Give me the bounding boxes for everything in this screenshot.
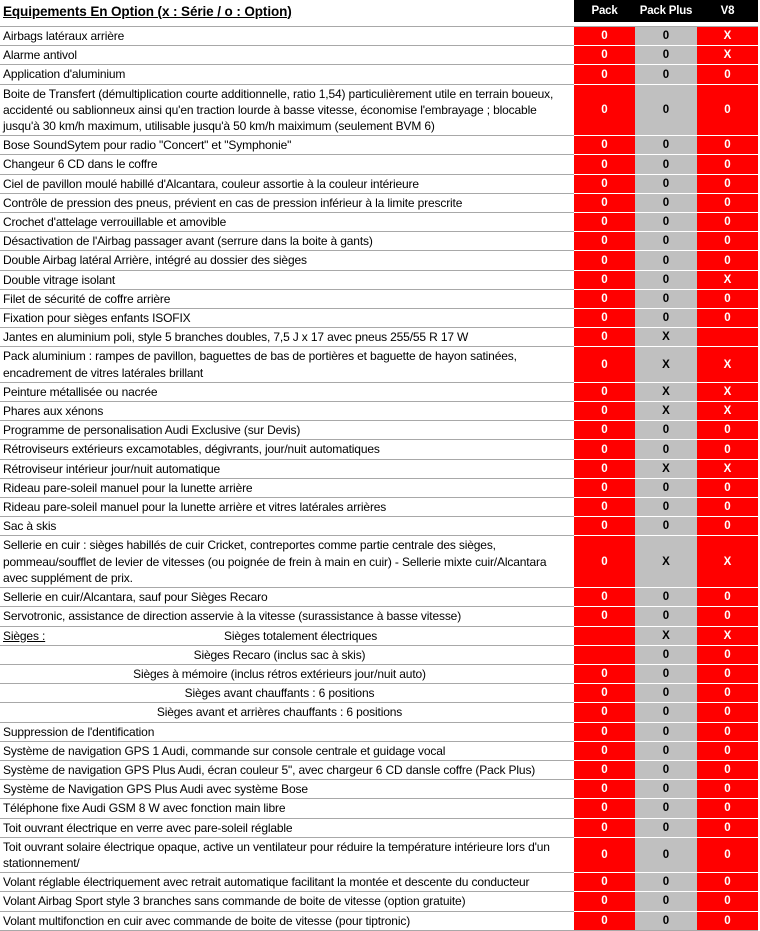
mark-cell-v8: 0 (697, 65, 758, 84)
mark-cell-pack-plus: 0 (635, 440, 697, 459)
mark-cell-v8: 0 (697, 741, 758, 760)
mark-cell-pack-plus: 0 (635, 760, 697, 779)
mark-cell-pack: 0 (574, 703, 635, 722)
mark-cell-pack: 0 (574, 873, 635, 892)
mark-cell-v8: 0 (697, 664, 758, 683)
mark-cell-pack-plus: 0 (635, 84, 697, 136)
row-label-cell (0, 478, 574, 497)
row-label-cell (0, 174, 574, 193)
mark-cell-v8: 0 (697, 588, 758, 607)
mark-cell-pack-plus: X (635, 626, 697, 645)
mark-cell-pack: 0 (574, 780, 635, 799)
mark-cell-pack-plus: 0 (635, 664, 697, 683)
mark-cell-v8: 0 (697, 703, 758, 722)
row-label-cell (0, 232, 574, 251)
mark-cell-v8: 0 (697, 607, 758, 626)
mark-cell-v8: 0 (697, 837, 758, 872)
mark-cell-pack-plus: 0 (635, 289, 697, 308)
row-label-text: Alarme antivol (3, 48, 77, 63)
row-label-cell (0, 703, 574, 722)
row-label-cell (0, 309, 574, 328)
column-header-pack: Pack (574, 0, 635, 22)
mark-cell-pack: 0 (574, 440, 635, 459)
mark-cell-v8: X (697, 402, 758, 421)
mark-cell-v8 (697, 328, 758, 347)
row-label-cell (0, 799, 574, 818)
row-label-text: Changeur 6 CD dans le coffre (3, 157, 158, 172)
table-row (0, 136, 758, 155)
row-label-text: Téléphone fixe Audi GSM 8 W avec fonction main libre (3, 801, 286, 816)
table-row (0, 65, 758, 84)
mark-cell-v8: 0 (697, 174, 758, 193)
row-label-text: Peinture métallisée ou nacrée (3, 384, 158, 399)
table-body (0, 22, 758, 930)
row-label-cell (0, 873, 574, 892)
row-label-cell (0, 270, 574, 289)
mark-cell-pack: 0 (574, 498, 635, 517)
row-label-text: Sièges avant et arrières chauffants : 6 positions (156, 705, 403, 720)
table-row (0, 536, 758, 588)
mark-cell-pack: 0 (574, 517, 635, 536)
mark-cell-pack-plus: 0 (635, 837, 697, 872)
row-label-cell (0, 155, 574, 174)
mark-cell-v8: X (697, 459, 758, 478)
mark-cell-v8: X (697, 536, 758, 588)
page-title (0, 0, 574, 22)
mark-cell-pack-plus: 0 (635, 722, 697, 741)
table-row (0, 911, 758, 930)
column-header-pack-plus: Pack Plus (635, 0, 697, 22)
mark-cell-v8: 0 (697, 799, 758, 818)
table-row (0, 873, 758, 892)
mark-cell-pack: 0 (574, 459, 635, 478)
row-label-cell (0, 837, 574, 872)
mark-cell-v8: 0 (697, 155, 758, 174)
table-row (0, 837, 758, 872)
row-label-cell (0, 136, 574, 155)
mark-cell-pack: 0 (574, 741, 635, 760)
mark-cell-pack-plus: 0 (635, 213, 697, 232)
row-label-cell (0, 213, 574, 232)
row-label-text: Sièges totalement électriques (224, 628, 378, 643)
mark-cell-pack-plus: X (635, 347, 697, 382)
mark-cell-pack-plus: 0 (635, 517, 697, 536)
mark-cell-pack-plus: 0 (635, 607, 697, 626)
mark-cell-pack: 0 (574, 382, 635, 401)
mark-cell-pack-plus: 0 (635, 498, 697, 517)
table-row (0, 382, 758, 401)
mark-cell-pack-plus: 0 (635, 193, 697, 212)
mark-cell-v8: 0 (697, 289, 758, 308)
mark-cell-pack-plus: 0 (635, 799, 697, 818)
row-label-text: Boite de Transfert (démultiplication courte additionnelle, ratio 1,54) particulièrement utile en terrain boueux, accidenté ou sablionneux ainsi qu'en traction lourde à basse vitesse, économise l'embrayage ; blocable jusqu'à 30 km/h maximum, utilisable jusqu'à 50 km/h maiximum (seulement BVM 6) (3, 86, 554, 134)
table-row (0, 328, 758, 347)
mark-cell-pack: 0 (574, 193, 635, 212)
mark-cell-pack: 0 (574, 722, 635, 741)
mark-cell-pack: 0 (574, 536, 635, 588)
mark-cell-pack: 0 (574, 65, 635, 84)
row-label-cell (0, 27, 574, 46)
mark-cell-v8: 0 (697, 818, 758, 837)
row-label-cell (0, 626, 574, 645)
mark-cell-pack-plus: 0 (635, 588, 697, 607)
row-label-text: Rideau pare-soleil manuel pour la lunette arrière et vitres latérales arrières (3, 500, 387, 515)
mark-cell-v8: 0 (697, 84, 758, 136)
mark-cell-pack: 0 (574, 664, 635, 683)
mark-cell-pack-plus: 0 (635, 892, 697, 911)
table-row (0, 251, 758, 270)
mark-cell-pack: 0 (574, 251, 635, 270)
row-label-text: Crochet d'attelage verrouillable et amovible (3, 215, 227, 230)
mark-cell-pack: 0 (574, 270, 635, 289)
row-label-cell (0, 459, 574, 478)
mark-cell-pack: 0 (574, 27, 635, 46)
page-title-text: Equipements En Option (x : Série / o : Option) (3, 3, 292, 19)
mark-cell-v8: 0 (697, 873, 758, 892)
mark-cell-v8: 0 (697, 517, 758, 536)
row-label-cell (0, 911, 574, 930)
mark-cell-pack: 0 (574, 309, 635, 328)
table-row (0, 722, 758, 741)
table-row (0, 588, 758, 607)
mark-cell-v8: 0 (697, 136, 758, 155)
mark-cell-pack-plus: X (635, 536, 697, 588)
mark-cell-pack: 0 (574, 799, 635, 818)
row-label-text: Double Airbag latéral Arrière, intégré au dossier des sièges (3, 253, 307, 268)
mark-cell-v8: X (697, 626, 758, 645)
mark-cell-pack: 0 (574, 232, 635, 251)
table-row (0, 760, 758, 779)
row-label-text: Sellerie en cuir/Alcantara, sauf pour Sièges Recaro (3, 590, 268, 605)
mark-cell-pack-plus: 0 (635, 251, 697, 270)
mark-cell-pack: 0 (574, 155, 635, 174)
table-row (0, 309, 758, 328)
mark-cell-pack-plus: 0 (635, 270, 697, 289)
table-row (0, 459, 758, 478)
table-row (0, 498, 758, 517)
table-row (0, 232, 758, 251)
mark-cell-v8: X (697, 382, 758, 401)
table-row (0, 892, 758, 911)
mark-cell-pack-plus: 0 (635, 27, 697, 46)
row-label-text: Rétroviseur intérieur jour/nuit automatique (3, 461, 220, 476)
row-label-cell (0, 588, 574, 607)
row-label-cell (0, 645, 574, 664)
table-row (0, 270, 758, 289)
row-label-cell (0, 65, 574, 84)
mark-cell-pack: 0 (574, 684, 635, 703)
mark-cell-v8: 0 (697, 722, 758, 741)
row-label-text: Double vitrage isolant (3, 272, 116, 287)
row-label-text: Sac à skis (3, 519, 57, 534)
row-label-text: Bose SoundSytem pour radio "Concert" et "Symphonie" (3, 138, 292, 153)
row-label-cell (0, 402, 574, 421)
table-row (0, 289, 758, 308)
row-label-text: Volant réglable électriquement avec retrait automatique facilitant la montée et descente du conducteur (3, 875, 530, 890)
mark-cell-pack: 0 (574, 136, 635, 155)
mark-cell-pack-plus: 0 (635, 155, 697, 174)
row-label-cell (0, 328, 574, 347)
mark-cell-pack-plus: 0 (635, 174, 697, 193)
row-label-text: Rétroviseurs extérieurs excamotables, dégivrants, jour/nuit automatiques (3, 442, 380, 457)
mark-cell-v8: 0 (697, 645, 758, 664)
table-row (0, 193, 758, 212)
mark-cell-pack-plus: X (635, 459, 697, 478)
row-label-cell (0, 440, 574, 459)
mark-cell-pack: 0 (574, 46, 635, 65)
row-label-cell (0, 498, 574, 517)
row-label-cell (0, 818, 574, 837)
row-label-cell (0, 421, 574, 440)
mark-cell-v8: 0 (697, 911, 758, 930)
table-row (0, 478, 758, 497)
mark-cell-pack-plus: 0 (635, 421, 697, 440)
mark-cell-pack: 0 (574, 478, 635, 497)
row-group-label: Sièges : (3, 628, 46, 643)
mark-cell-v8: 0 (697, 892, 758, 911)
mark-cell-pack-plus: X (635, 382, 697, 401)
mark-cell-pack: 0 (574, 588, 635, 607)
mark-cell-pack: 0 (574, 289, 635, 308)
column-header-v8: V8 (697, 0, 758, 22)
mark-cell-pack (574, 626, 635, 645)
mark-cell-pack-plus: X (635, 402, 697, 421)
mark-cell-pack-plus: 0 (635, 684, 697, 703)
mark-cell-pack-plus: 0 (635, 911, 697, 930)
row-label-cell (0, 251, 574, 270)
table-row (0, 607, 758, 626)
row-label-cell (0, 289, 574, 308)
mark-cell-v8: X (697, 27, 758, 46)
row-label-text: Phares aux xénons (3, 404, 104, 419)
row-label-cell (0, 382, 574, 401)
table-row (0, 440, 758, 459)
mark-cell-v8: 0 (697, 251, 758, 270)
mark-cell-pack-plus: X (635, 328, 697, 347)
row-label-text: Pack aluminium : rampes de pavillon, baguettes de bas de portières et baguette de hayon satinées, encadrement de vitres latérales brillant (3, 349, 517, 380)
header-row (0, 0, 758, 22)
table-row (0, 799, 758, 818)
row-label-cell (0, 684, 574, 703)
mark-cell-pack: 0 (574, 84, 635, 136)
mark-cell-v8: 0 (697, 780, 758, 799)
row-label-cell (0, 517, 574, 536)
row-label-cell (0, 664, 574, 683)
mark-cell-v8: X (697, 347, 758, 382)
row-label-text: Fixation pour sièges enfants ISOFIX (3, 311, 191, 326)
mark-cell-v8: 0 (697, 684, 758, 703)
mark-cell-v8: X (697, 46, 758, 65)
table-row (0, 213, 758, 232)
mark-cell-pack-plus: 0 (635, 46, 697, 65)
table-row (0, 645, 758, 664)
row-label-cell (0, 193, 574, 212)
mark-cell-pack: 0 (574, 421, 635, 440)
row-label-text: Filet de sécurité de coffre arrière (3, 291, 171, 306)
table-row (0, 27, 758, 46)
row-label-text: Volant multifonction en cuir avec commande de boite de vitesse (pour tiptronic) (3, 913, 411, 928)
mark-cell-pack: 0 (574, 213, 635, 232)
mark-cell-pack: 0 (574, 818, 635, 837)
mark-cell-pack: 0 (574, 174, 635, 193)
mark-cell-pack: 0 (574, 837, 635, 872)
row-label-text: Suppression de l'dentification (3, 724, 155, 739)
table-row (0, 174, 758, 193)
mark-cell-v8: 0 (697, 309, 758, 328)
mark-cell-pack-plus: 0 (635, 703, 697, 722)
row-label-text: Ciel de pavillon moulé habillé d'Alcantara, couleur assortie à la couleur intérieure (3, 176, 419, 191)
table-row (0, 664, 758, 683)
row-label-text: Système de Navigation GPS Plus Audi avec système Bose (3, 782, 308, 797)
mark-cell-pack-plus: 0 (635, 645, 697, 664)
mark-cell-pack-plus: 0 (635, 741, 697, 760)
mark-cell-pack-plus: 0 (635, 478, 697, 497)
table-row (0, 703, 758, 722)
row-label-cell (0, 347, 574, 382)
row-label-text: Sièges Recaro (inclus sac à skis) (193, 647, 366, 662)
mark-cell-v8: 0 (697, 478, 758, 497)
row-label-text: Sellerie en cuir : sièges habillés de cuir Cricket, contreportes comme partie centrale des sièges, pommeau/soufflet de levier de vitesses (ou poignée de frein à main en cuir) - Sellerie mixte cuir/Alcantara avec supplément de prix. (3, 538, 547, 585)
mark-cell-pack-plus: 0 (635, 65, 697, 84)
mark-cell-pack: 0 (574, 760, 635, 779)
mark-cell-pack-plus: 0 (635, 873, 697, 892)
row-label-cell (0, 722, 574, 741)
row-label-text: Servotronic, assistance de direction asservie à la vitesse (surassistance à basse vitesse) (3, 609, 462, 624)
mark-cell-pack: 0 (574, 911, 635, 930)
table-row (0, 402, 758, 421)
row-label-cell (0, 536, 574, 588)
table-row (0, 84, 758, 136)
table-header (0, 0, 758, 22)
row-label-text: Système de navigation GPS 1 Audi, commande sur console centrale et guidage vocal (3, 743, 446, 758)
mark-cell-v8: 0 (697, 498, 758, 517)
table-row (0, 421, 758, 440)
row-label-text: Volant Airbag Sport style 3 branches sans commande de boite de vitesse (option gratuite) (3, 894, 466, 909)
mark-cell-pack: 0 (574, 892, 635, 911)
row-label-cell (0, 607, 574, 626)
row-label-text: Rideau pare-soleil manuel pour la lunette arrière (3, 480, 253, 495)
table-row (0, 46, 758, 65)
row-label-cell (0, 741, 574, 760)
mark-cell-v8: 0 (697, 213, 758, 232)
mark-cell-v8: 0 (697, 232, 758, 251)
table-row (0, 517, 758, 536)
mark-cell-pack-plus: 0 (635, 136, 697, 155)
row-label-cell (0, 46, 574, 65)
mark-cell-pack-plus: 0 (635, 780, 697, 799)
row-label-text: Programme de personalisation Audi Exclusive (sur Devis) (3, 423, 301, 438)
mark-cell-pack (574, 645, 635, 664)
row-label-cell (0, 892, 574, 911)
mark-cell-pack-plus: 0 (635, 309, 697, 328)
row-label-text: Contrôle de pression des pneus, prévient en cas de pression inférieur à la limite prescrite (3, 195, 463, 210)
row-label-text: Désactivation de l'Airbag passager avant (serrure dans la boite à gants) (3, 234, 373, 249)
row-label-text: Sièges à mémoire (inclus rétros extérieurs jour/nuit auto) (133, 666, 426, 681)
mark-cell-v8: X (697, 270, 758, 289)
table-row (0, 741, 758, 760)
mark-cell-pack: 0 (574, 607, 635, 626)
mark-cell-pack-plus: 0 (635, 818, 697, 837)
mark-cell-v8: 0 (697, 421, 758, 440)
table-row (0, 780, 758, 799)
row-label-text: Application d'aluminium (3, 67, 126, 82)
row-label-cell (0, 780, 574, 799)
mark-cell-v8: 0 (697, 440, 758, 459)
mark-cell-pack: 0 (574, 328, 635, 347)
row-label-text: Toit ouvrant électrique en verre avec pare-soleil réglable (3, 820, 293, 835)
mark-cell-pack: 0 (574, 402, 635, 421)
row-label-text: Toit ouvrant solaire électrique opaque, active un ventilateur pour réduire la température intérieure lors d'un stationnement/ (3, 839, 550, 870)
table-row (0, 684, 758, 703)
row-label-cell (0, 84, 574, 136)
mark-cell-pack: 0 (574, 347, 635, 382)
row-label-text: Airbags latéraux arrière (3, 29, 125, 43)
table-row (0, 347, 758, 382)
row-label-text: Système de navigation GPS Plus Audi, écran couleur 5", avec chargeur 6 CD dansle coffre (Pack Plus) (3, 762, 536, 777)
table-row (0, 818, 758, 837)
mark-cell-v8: 0 (697, 760, 758, 779)
row-label-text: Jantes en aluminium poli, style 5 branches doubles, 7,5 J x 17 avec pneus 255/55 R 17 W (3, 330, 469, 345)
row-label-text: Sièges avant chauffants : 6 positions (184, 686, 375, 701)
row-label-cell (0, 760, 574, 779)
table-row (0, 155, 758, 174)
mark-cell-v8: 0 (697, 193, 758, 212)
table-row (0, 626, 758, 645)
mark-cell-pack-plus: 0 (635, 232, 697, 251)
